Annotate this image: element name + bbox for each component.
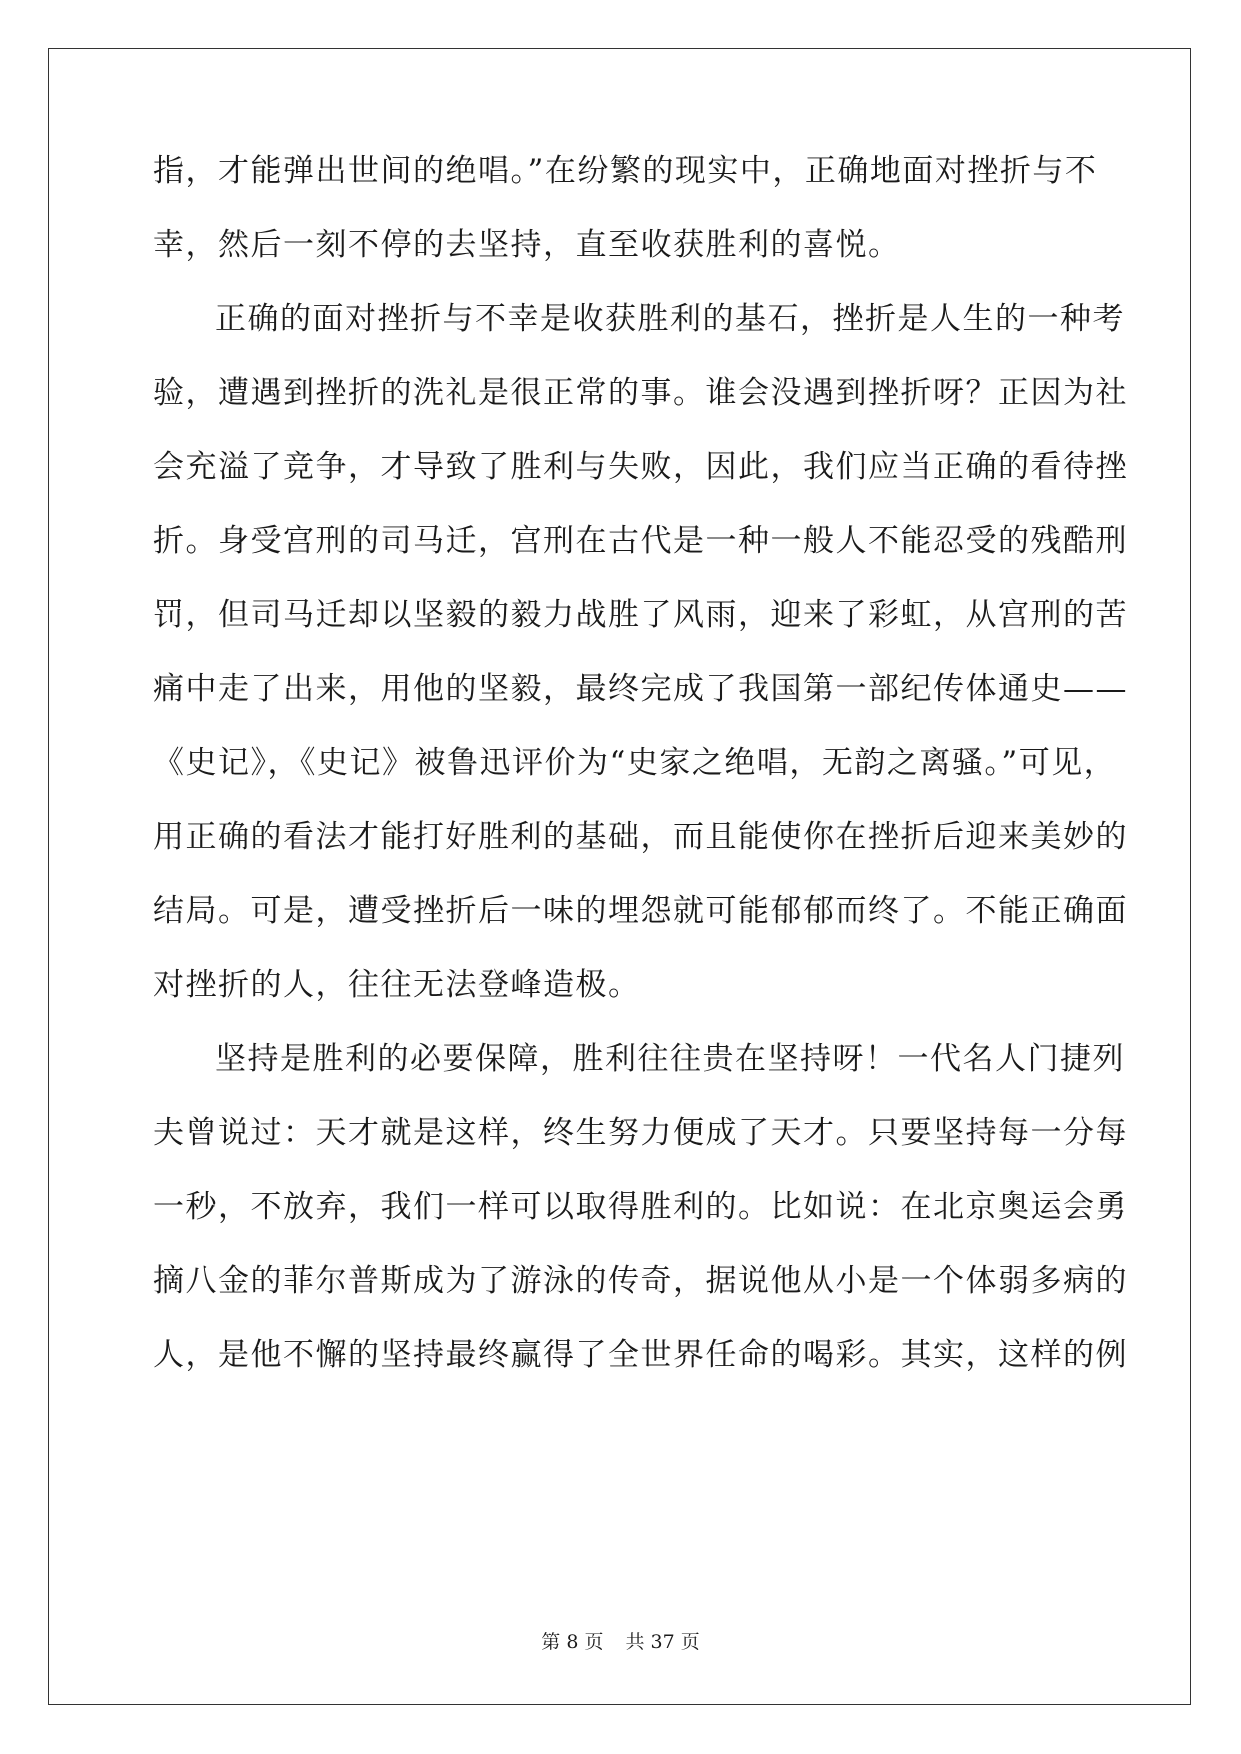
paragraph-line-6: 折。身受宫刑的司马迁，宫刑在古代是一种一般人不能忍受的残酷刑 [153,523,1128,559]
paragraph-line-1: 指，才能弹出世间的绝唱。”在纷繁的现实中，正确地面对挫折与不 [153,153,1098,189]
page-footer [0,1630,1241,1654]
paragraph-line-11: 结局。可是，遭受挫折后一味的埋怨就可能郁郁而终了。不能正确面 [153,893,1128,929]
paragraph-line-16: 摘八金的菲尔普斯成为了游泳的传奇，据说他从小是一个体弱多病的 [153,1263,1128,1299]
paragraph-line-7: 罚，但司马迁却以坚毅的毅力战胜了风雨，迎来了彩虹，从宫刑的苦 [153,597,1128,633]
paragraph-line-8: 痛中走了出来，用他的坚毅，最终完成了我国第一部纪传体通史—— [153,671,1128,707]
paragraph-line-2: 幸，然后一刻不停的去坚持，直至收获胜利的喜悦。 [153,227,901,263]
paragraph-line-15: 一秒，不放弃，我们一样可以取得胜利的。比如说：在北京奥运会勇 [153,1189,1128,1225]
paragraph-line-14: 夫曾说过：天才就是这样，终生努力便成了天才。只要坚持每一分每 [153,1115,1128,1151]
paragraph-line-10: 用正确的看法才能打好胜利的基础，而且能使你在挫折后迎来美妙的 [153,819,1128,855]
paragraph-line-9: 《史记》，《史记》被鲁迅评价为“史家之绝唱，无韵之离骚。”可见， [153,745,1117,781]
paragraph-line-5: 会充溢了竞争，才导致了胜利与失败，因此，我们应当正确的看待挫 [153,449,1128,485]
paragraph-line-13: 坚持是胜利的必要保障，胜利往往贵在坚持呀！一代名人门捷列 [215,1041,1125,1077]
page-frame [48,48,1191,1705]
page-total: 共 37 页 [625,1631,700,1653]
paragraph-line-12: 对挫折的人，往往无法登峰造极。 [153,967,641,1003]
paragraph-line-4: 验，遭遇到挫折的洗礼是很正常的事。谁会没遇到挫折呀？正因为社 [153,375,1128,411]
paragraph-line-17: 人，是他不懈的坚持最终赢得了全世界任命的喝彩。其实，这样的例 [153,1337,1128,1373]
page-number: 第 8 页 [541,1631,604,1653]
paragraph-line-3: 正确的面对挫折与不幸是收获胜利的基石，挫折是人生的一种考 [215,301,1125,337]
